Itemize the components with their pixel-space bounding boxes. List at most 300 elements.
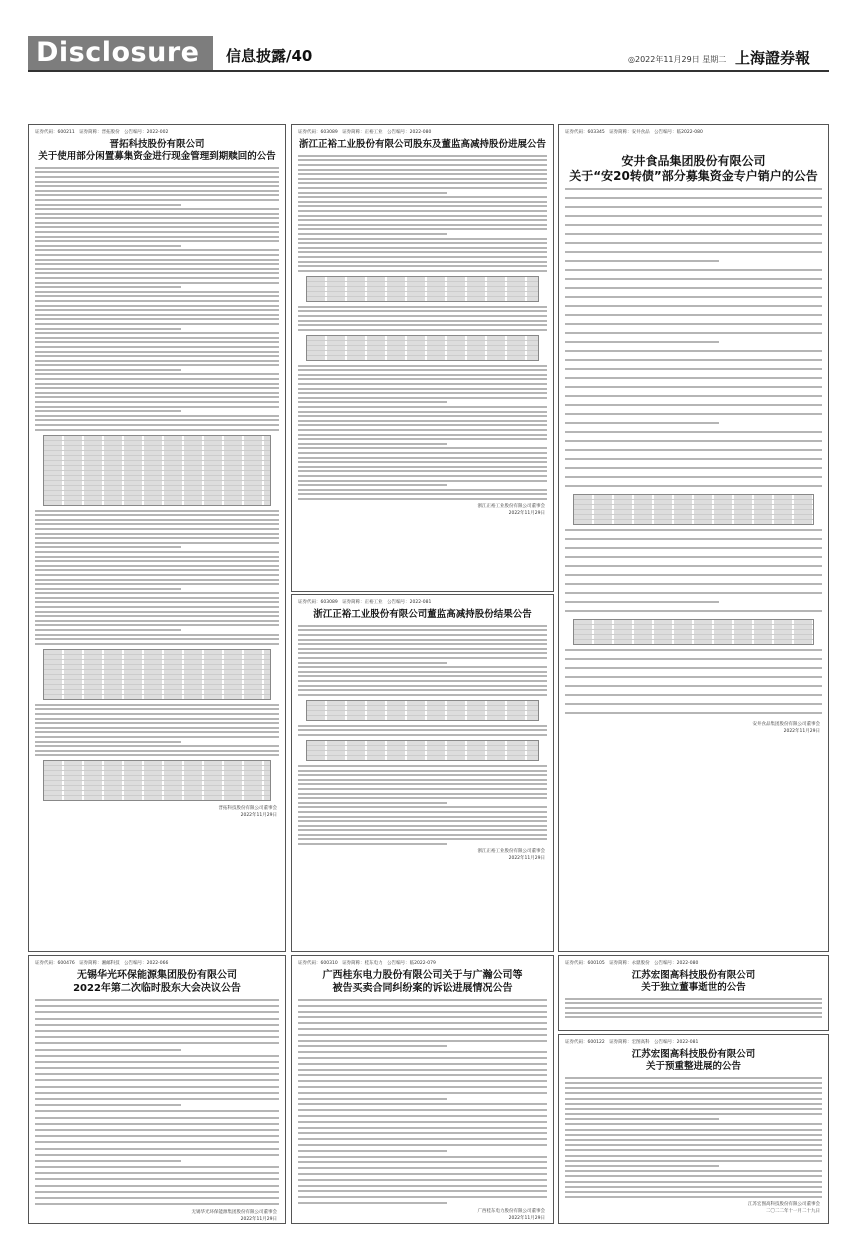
text-line	[565, 565, 822, 567]
text-line	[35, 396, 279, 398]
text-line	[565, 1191, 822, 1193]
text-line	[35, 546, 181, 548]
text-line	[298, 1179, 547, 1181]
text-line	[35, 346, 279, 348]
text-line	[298, 493, 547, 495]
text-line	[298, 484, 447, 486]
text-line	[298, 1092, 547, 1094]
text-line	[298, 173, 547, 175]
text-line	[565, 1134, 822, 1136]
text-line	[565, 287, 822, 289]
text-line	[298, 1057, 547, 1059]
text-line	[298, 1080, 547, 1082]
text-line	[298, 329, 547, 331]
text-line	[565, 233, 822, 235]
text-line	[35, 185, 279, 187]
text-line	[35, 199, 279, 201]
text-line	[565, 1160, 822, 1162]
table-row	[307, 756, 538, 760]
text-line	[35, 583, 279, 585]
text-line	[298, 793, 547, 795]
text-line	[298, 1005, 547, 1007]
text-line	[565, 649, 822, 651]
text-line	[35, 592, 279, 594]
text-line	[35, 1055, 279, 1057]
text-line	[35, 1049, 181, 1051]
text-line	[298, 215, 547, 217]
text-line	[298, 774, 547, 776]
table-row	[307, 716, 538, 720]
text-line	[298, 1011, 547, 1013]
text-line	[298, 625, 547, 627]
text-line	[35, 560, 279, 562]
text-line	[35, 1203, 279, 1205]
text-line	[35, 1024, 279, 1026]
text-line	[565, 476, 822, 478]
announcement-hongtu-1	[558, 955, 829, 1031]
text-line	[298, 192, 447, 194]
text-line	[35, 1073, 279, 1075]
text-line	[298, 452, 547, 454]
text-line	[298, 1202, 447, 1204]
text-line	[298, 1034, 547, 1036]
text-line	[565, 1007, 822, 1009]
text-line	[35, 318, 279, 320]
text-line	[35, 351, 279, 353]
text-line	[35, 537, 279, 539]
signoff: 江苏宏图高科技股份有限公司董事会 二〇二二年十一月二十九日	[748, 1202, 820, 1215]
text-line	[298, 829, 547, 831]
text-line	[298, 324, 547, 326]
text-line	[565, 359, 822, 361]
text-line	[298, 365, 547, 367]
text-line	[35, 999, 279, 1001]
text-line	[35, 419, 279, 421]
text-line	[35, 355, 279, 357]
text-line	[298, 378, 547, 380]
text-line	[35, 369, 181, 371]
text-line	[298, 169, 547, 171]
text-line	[565, 703, 822, 705]
text-line	[35, 424, 279, 426]
text-line	[35, 601, 279, 603]
text-line	[565, 1002, 822, 1004]
text-line	[35, 286, 181, 288]
text-line	[35, 204, 181, 206]
text-line	[35, 277, 279, 279]
text-line	[298, 238, 547, 240]
data-table	[306, 276, 539, 302]
newspaper-name: 上海證券報	[735, 49, 811, 67]
text-line	[565, 485, 822, 487]
data-table	[573, 494, 814, 525]
text-line	[35, 1172, 279, 1174]
data-table	[43, 649, 271, 700]
text-line	[35, 708, 279, 710]
disclosure-logo: Disclosure	[28, 36, 213, 70]
text-line	[298, 1109, 547, 1111]
announcement-title: 晋拓科技股份有限公司 关于使用部分闲置募集资金进行现金管理到期赎回的公告	[38, 139, 276, 162]
text-line	[35, 1123, 279, 1125]
text-line	[298, 434, 547, 436]
text-line	[35, 1148, 279, 1150]
text-line	[565, 1181, 822, 1183]
text-line	[35, 1018, 279, 1020]
text-line	[565, 305, 822, 307]
body-text	[298, 625, 547, 696]
text-line	[35, 222, 279, 224]
text-line	[565, 368, 822, 370]
text-line	[35, 523, 279, 525]
text-line	[35, 1160, 181, 1162]
text-line	[35, 410, 181, 412]
text-line	[565, 1087, 822, 1089]
table-row	[574, 640, 813, 644]
text-line	[298, 1156, 547, 1158]
text-line	[565, 556, 822, 558]
text-line	[35, 1061, 279, 1063]
text-line	[298, 734, 547, 736]
text-line	[35, 360, 279, 362]
text-line	[298, 825, 547, 827]
text-line	[565, 1103, 822, 1105]
announcement-zhengyu-1	[291, 124, 554, 592]
text-line	[35, 171, 279, 173]
text-line	[35, 579, 279, 581]
text-line	[565, 314, 822, 316]
text-line	[565, 1098, 822, 1100]
text-line	[565, 1108, 822, 1110]
text-line	[298, 182, 547, 184]
text-line	[298, 261, 547, 263]
announcement-header: 证券代码：603089 证券简称：正裕工业 公告编号：2022-081	[298, 600, 432, 605]
text-line	[298, 788, 547, 790]
text-line	[565, 350, 822, 352]
text-line	[35, 373, 279, 375]
text-line	[298, 251, 547, 253]
text-line	[35, 1117, 279, 1119]
text-line	[565, 1092, 822, 1094]
table-row	[44, 501, 270, 505]
text-line	[35, 643, 279, 645]
text-line	[565, 1170, 822, 1172]
text-line	[35, 245, 181, 247]
text-line	[565, 667, 822, 669]
text-line	[298, 1161, 547, 1163]
body-text	[35, 704, 279, 757]
text-line	[565, 1077, 822, 1079]
text-line	[565, 1113, 822, 1115]
text-line	[298, 652, 547, 654]
text-line	[35, 364, 279, 366]
text-line	[298, 657, 547, 659]
text-line	[565, 431, 822, 433]
signoff: 浙江正裕工业股份有限公司董事会 2022年11月29日	[477, 848, 545, 861]
text-line	[565, 269, 822, 271]
text-line	[565, 341, 719, 343]
announcement-title: 广西桂东电力股份有限公司关于与广瀚公司等 被告买卖合同纠纷案的诉讼进展情况公告	[322, 970, 523, 994]
announcement-header: 证券代码：600310 证券简称：桂东电力 公告编号：临2022-079	[298, 961, 436, 966]
text-line	[565, 1082, 822, 1084]
announcement-title: 无锡华光环保能源集团股份有限公司 2022年第二次临时股东大会决议公告	[73, 970, 241, 994]
text-line	[35, 1141, 279, 1143]
text-line	[35, 263, 279, 265]
text-line	[298, 666, 547, 668]
text-line	[35, 1110, 279, 1112]
text-line	[565, 260, 719, 262]
text-line	[298, 843, 447, 845]
text-line	[298, 1022, 547, 1024]
text-line	[565, 694, 822, 696]
table-row	[44, 695, 270, 699]
text-line	[565, 404, 822, 406]
table-row	[44, 796, 270, 800]
text-line	[35, 392, 279, 394]
text-line	[298, 1103, 547, 1105]
text-line	[298, 374, 547, 376]
text-line	[35, 611, 279, 613]
text-line	[298, 1121, 547, 1123]
text-line	[35, 1197, 279, 1199]
text-line	[565, 583, 822, 585]
text-line	[565, 413, 822, 415]
body-text	[298, 155, 547, 272]
text-line	[35, 323, 279, 325]
text-line	[298, 242, 547, 244]
text-line	[298, 779, 547, 781]
text-line	[298, 806, 547, 808]
text-line	[35, 332, 279, 334]
text-line	[35, 1154, 279, 1156]
text-line	[298, 457, 547, 459]
text-line	[35, 731, 279, 733]
text-line	[565, 1139, 822, 1141]
text-line	[35, 565, 279, 567]
text-line	[35, 704, 279, 706]
text-line	[565, 1012, 822, 1014]
text-line	[298, 210, 547, 212]
text-line	[298, 680, 547, 682]
text-line	[298, 729, 547, 731]
text-line	[565, 529, 822, 531]
text-line	[565, 685, 822, 687]
text-line	[35, 718, 279, 720]
text-line	[298, 187, 547, 189]
text-line	[298, 1074, 547, 1076]
data-table	[573, 619, 814, 645]
text-line	[298, 233, 447, 235]
text-line	[35, 300, 279, 302]
text-line	[35, 213, 279, 215]
text-line	[35, 240, 279, 242]
text-line	[298, 461, 547, 463]
text-line	[298, 1051, 547, 1053]
text-line	[565, 458, 822, 460]
text-line	[35, 208, 279, 210]
text-line	[298, 424, 547, 426]
text-line	[35, 309, 279, 311]
text-line	[35, 542, 279, 544]
text-line	[35, 295, 279, 297]
text-line	[35, 231, 279, 233]
text-line	[565, 712, 822, 714]
text-line	[35, 1166, 279, 1168]
text-line	[35, 176, 279, 178]
data-table	[43, 760, 271, 801]
body-text	[565, 1077, 822, 1198]
text-line	[298, 315, 547, 317]
text-line	[35, 569, 279, 571]
text-line	[298, 820, 547, 822]
text-line	[565, 1016, 822, 1018]
text-line	[565, 1149, 822, 1151]
text-line	[298, 401, 447, 403]
text-line	[298, 634, 547, 636]
announcement-title: 安井食品集团股份有限公司 关于“安20转债”部分募集资金专户销户的公告	[569, 154, 818, 183]
text-line	[298, 1115, 547, 1117]
text-line	[298, 1086, 547, 1088]
text-line	[35, 606, 279, 608]
announcement-header: 证券代码：600476 证券简称：湘邮科技 公告编号：2022-066	[35, 961, 169, 966]
text-line	[565, 242, 822, 244]
body-text	[298, 365, 547, 500]
text-line	[565, 1129, 822, 1131]
announcement-header: 证券代码：600122 证券简称：宏图高科 公告编号：2022-081	[565, 1040, 699, 1045]
text-line	[298, 770, 547, 772]
text-line	[35, 1030, 279, 1032]
text-line	[298, 155, 547, 157]
text-line	[298, 310, 547, 312]
text-line	[298, 725, 547, 727]
text-line	[565, 592, 822, 594]
masthead-rule	[28, 70, 829, 72]
body-text	[565, 998, 822, 1018]
text-line	[35, 519, 279, 521]
text-line	[35, 1185, 279, 1187]
text-line	[298, 164, 547, 166]
announcement-anjoy	[558, 124, 829, 952]
text-line	[35, 429, 279, 431]
text-line	[298, 643, 547, 645]
text-line	[298, 671, 547, 673]
body-text	[565, 188, 822, 487]
text-line	[298, 270, 547, 272]
text-line	[298, 406, 547, 408]
text-line	[298, 639, 547, 641]
text-line	[565, 377, 822, 379]
text-line	[35, 1129, 279, 1131]
announcement-title: 浙江正裕工业股份有限公司股东及董监高减持股份进展公告	[298, 139, 546, 150]
text-line	[35, 1067, 279, 1069]
announcement-header: 证券代码：603089 证券简称：正裕工业 公告编号：2022-080	[298, 130, 432, 135]
text-line	[35, 314, 279, 316]
text-line	[35, 378, 279, 380]
text-line	[298, 1028, 547, 1030]
announcement-huaguang	[28, 955, 286, 1224]
text-line	[298, 265, 547, 267]
text-line	[565, 1144, 822, 1146]
text-line	[298, 999, 547, 1001]
text-line	[565, 197, 822, 199]
text-line	[35, 528, 279, 530]
text-line	[565, 296, 822, 298]
text-line	[35, 533, 279, 535]
text-line	[565, 332, 822, 334]
text-line	[298, 1167, 547, 1169]
text-line	[565, 422, 719, 424]
text-line	[35, 249, 279, 251]
text-line	[35, 259, 279, 261]
text-line	[298, 205, 547, 207]
text-line	[298, 219, 547, 221]
text-line	[35, 551, 279, 553]
table-row	[574, 520, 813, 524]
body-text	[298, 725, 547, 736]
table-row	[307, 356, 538, 360]
text-line	[35, 383, 279, 385]
text-line	[565, 251, 822, 253]
text-line	[35, 1011, 279, 1013]
text-line	[35, 268, 279, 270]
signoff: 浙江正裕工业股份有限公司董事会 2022年11月29日	[477, 503, 545, 516]
text-line	[298, 383, 547, 385]
text-line	[565, 323, 822, 325]
text-line	[565, 1165, 719, 1167]
text-line	[35, 1178, 279, 1180]
text-line	[565, 188, 822, 190]
text-line	[35, 629, 181, 631]
text-line	[35, 754, 279, 756]
announcement-jintuo	[28, 124, 286, 952]
text-line	[298, 178, 547, 180]
text-line	[565, 538, 822, 540]
text-line	[35, 727, 279, 729]
text-line	[298, 783, 547, 785]
text-line	[565, 547, 822, 549]
text-line	[565, 1186, 822, 1188]
body-text	[298, 999, 547, 1204]
text-line	[298, 498, 547, 500]
announcement-header: 证券代码：603345 证券简称：安井食品 公告编号：临2022-080	[565, 130, 703, 135]
text-line	[298, 247, 547, 249]
text-line	[298, 369, 547, 371]
text-line	[298, 480, 547, 482]
signoff: 安井食品集团股份有限公司董事会 2022年11月29日	[752, 722, 820, 734]
text-line	[35, 305, 279, 307]
announcement-title: 江苏宏图高科技股份有限公司 关于预重整进展的公告	[631, 1049, 756, 1072]
text-line	[35, 638, 279, 640]
body-text	[565, 529, 822, 612]
text-line	[298, 466, 547, 468]
text-line	[298, 662, 447, 664]
text-line	[298, 1138, 547, 1140]
text-line	[298, 397, 547, 399]
text-line	[35, 226, 279, 228]
text-line	[35, 254, 279, 256]
text-line	[298, 475, 547, 477]
text-line	[298, 694, 547, 696]
text-line	[565, 206, 822, 208]
text-line	[565, 1155, 822, 1157]
text-line	[35, 741, 181, 743]
text-line	[35, 1042, 279, 1044]
text-line	[35, 282, 279, 284]
text-line	[298, 675, 547, 677]
text-line	[35, 1092, 279, 1094]
text-line	[298, 834, 547, 836]
announcement-guidong	[291, 955, 554, 1224]
text-line	[35, 291, 279, 293]
